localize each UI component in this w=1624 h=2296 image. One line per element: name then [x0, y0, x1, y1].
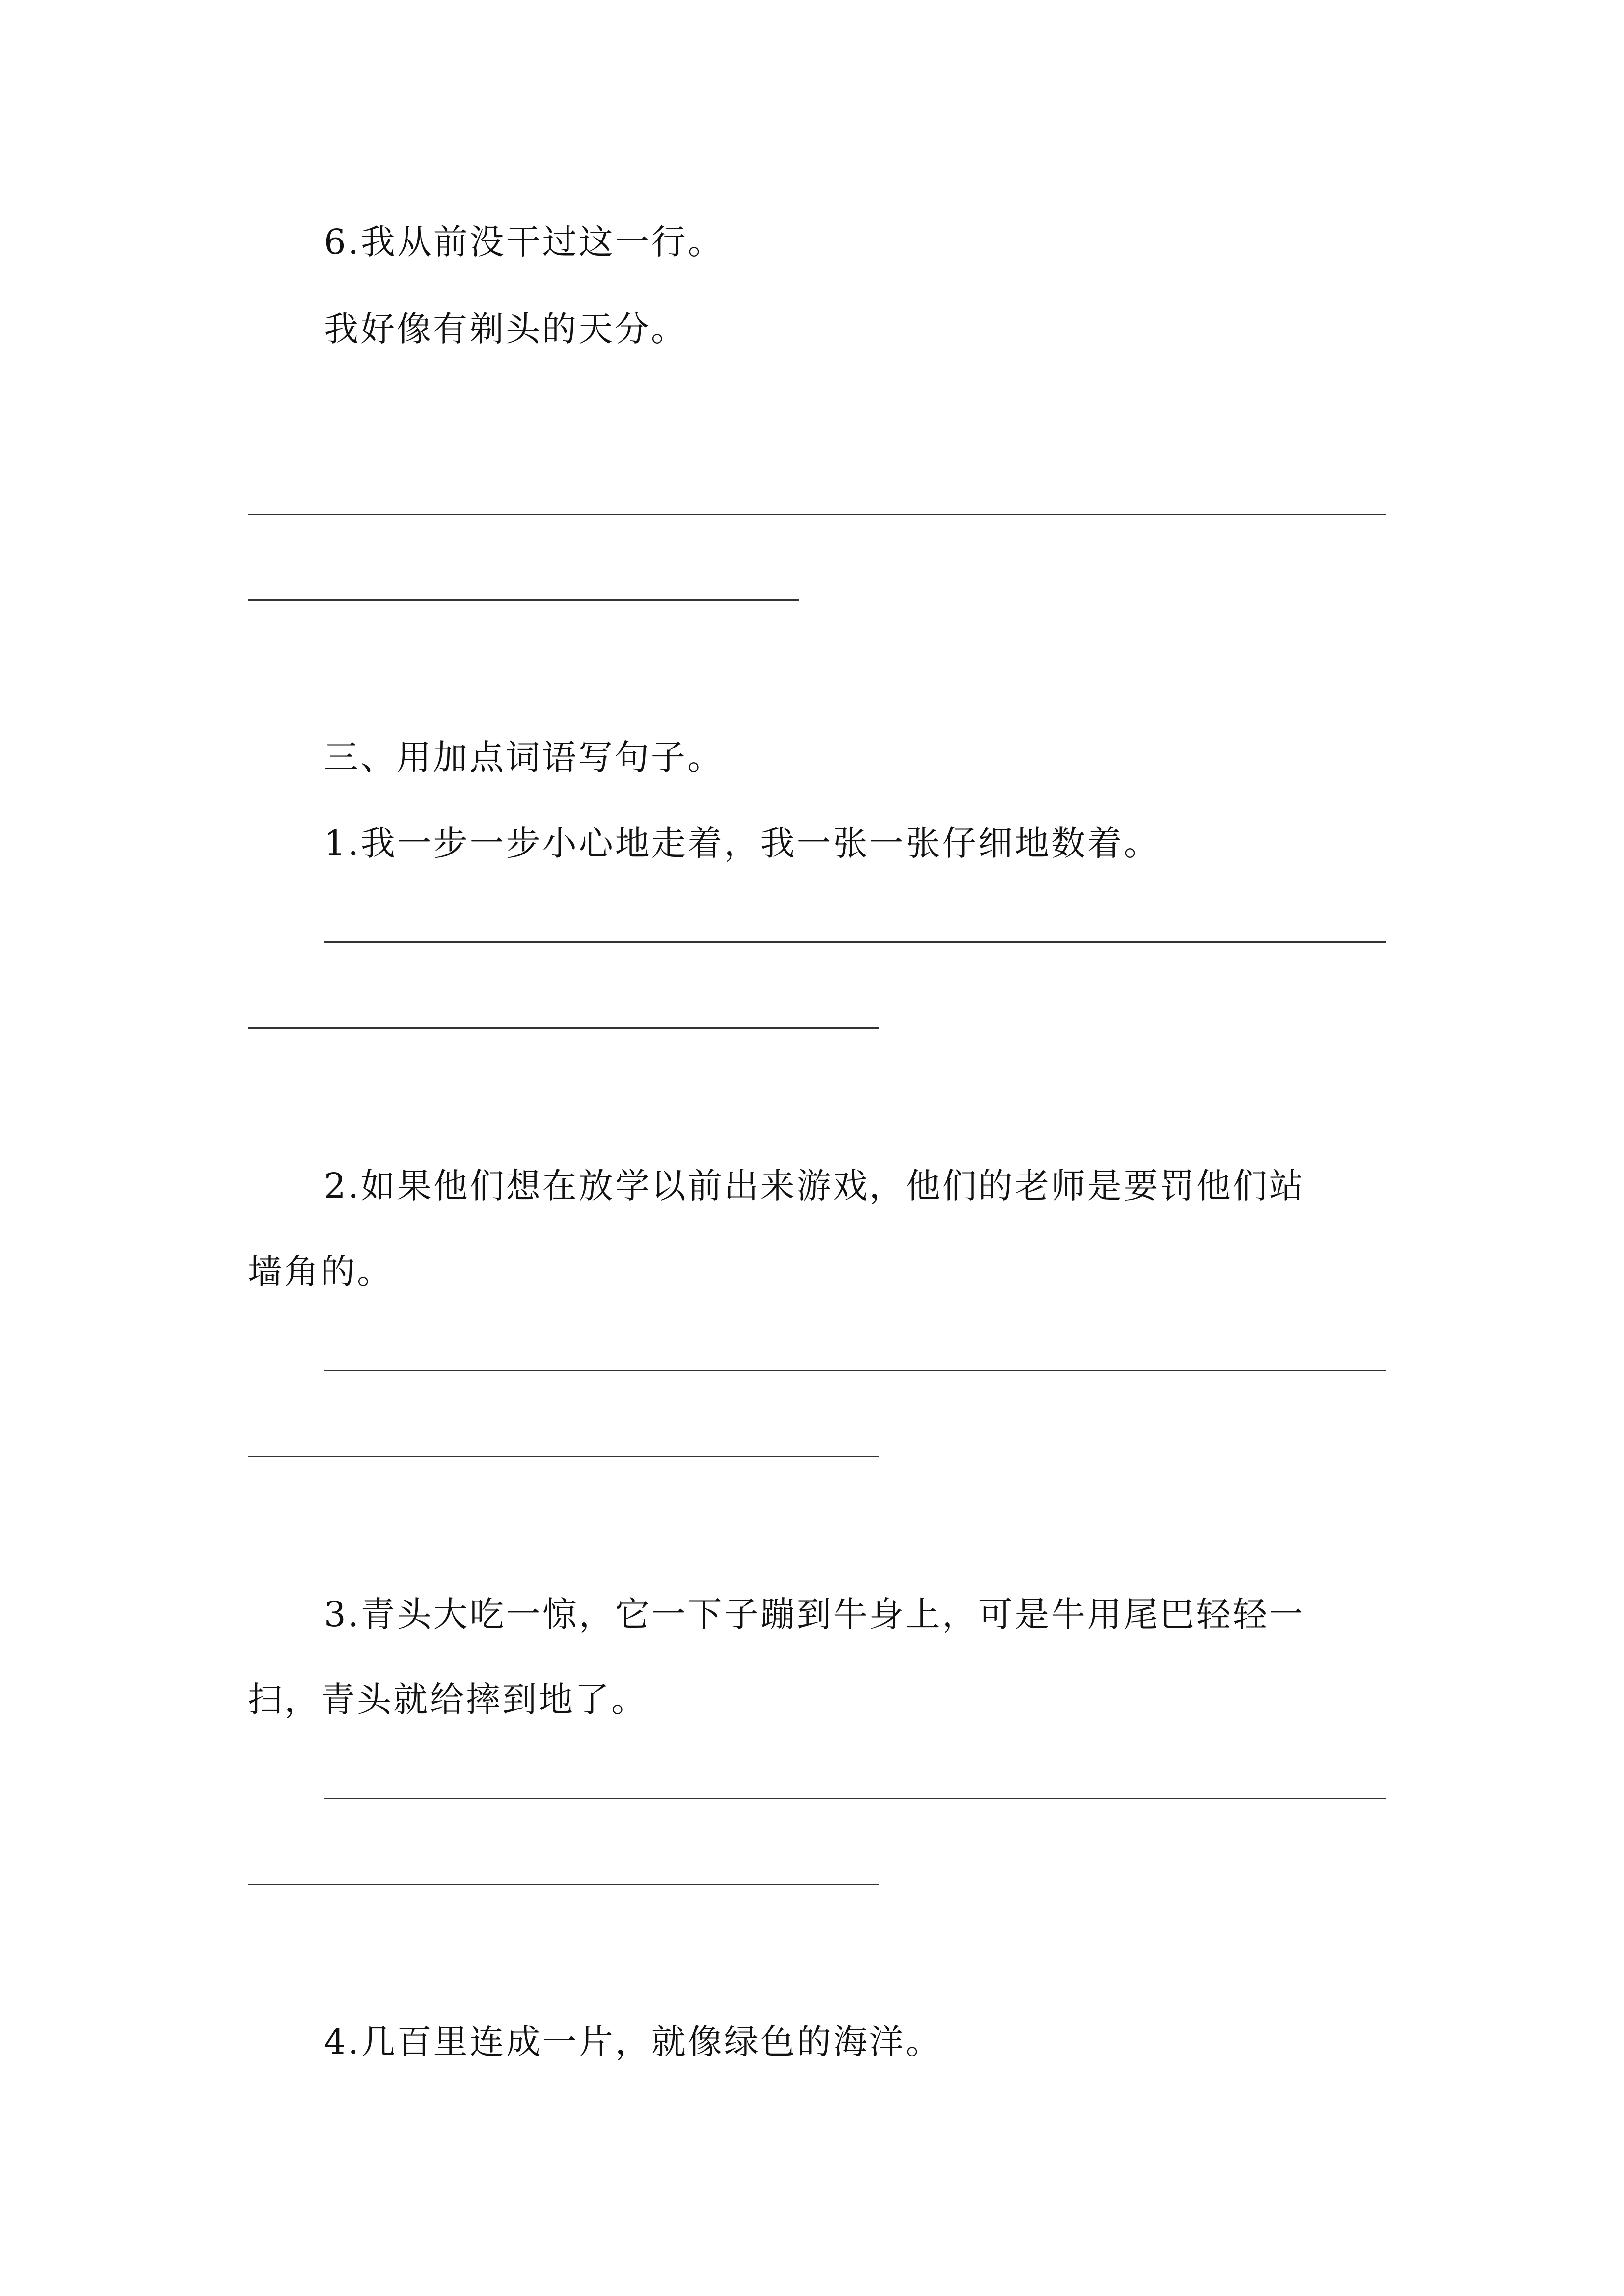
item-3-sentence-line1: 3.青头大吃一惊，它一下子蹦到牛身上，可是牛用尾巴轻轻一: [324, 1594, 1305, 1634]
section-heading-3: 三、用加点词语写句子。: [324, 737, 724, 777]
item-1-sentence: 1.我一步一步小心地走着，我一张一张仔细地数着。: [324, 823, 1160, 863]
item-2-sentence-line2: 墙角的。: [248, 1252, 393, 1292]
answer-line-1b[interactable]: [248, 1027, 879, 1029]
item-3-sentence-line2: 扫，青头就给摔到地了。: [248, 1680, 648, 1720]
item-4-sentence: 4.几百里连成一片，就像绿色的海洋。: [324, 2022, 942, 2062]
answer-line-1a[interactable]: [324, 941, 1386, 943]
answer-line-3b[interactable]: [248, 1884, 879, 1885]
exercise-6-sentence-1: 6.我从前没干过这一行。: [324, 222, 724, 262]
answer-line-2b[interactable]: [248, 1456, 879, 1457]
answer-line-2a[interactable]: [324, 1370, 1386, 1371]
answer-line-3a[interactable]: [324, 1798, 1386, 1799]
exercise-6-sentence-2: 我好像有剃头的天分。: [324, 309, 687, 349]
item-2-sentence-line1: 2.如果他们想在放学以前出来游戏，他们的老师是要罚他们站: [324, 1166, 1305, 1206]
answer-line-6b[interactable]: [248, 599, 799, 601]
answer-line-6a[interactable]: [248, 514, 1386, 515]
